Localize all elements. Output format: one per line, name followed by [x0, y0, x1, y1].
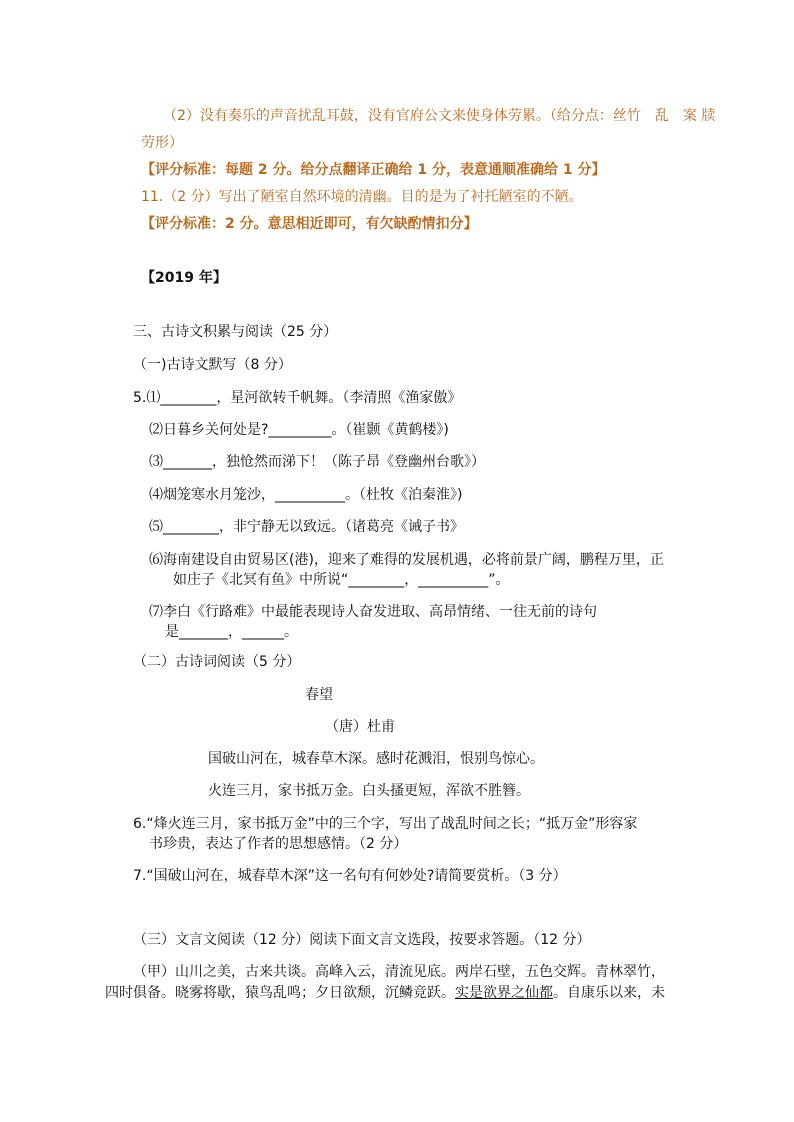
scoring-criteria-1: 【评分标准：每题 2 分。给分点翻译正确给 1 分，表意通顺准确给 1 分】 [141, 162, 606, 178]
passage-line-1: （甲）山川之美，古来共谈。高峰入云，清流见底。两岸石壁，五色交辉。青林翠竹， [133, 964, 665, 980]
poem-line-2: 火连三月，家书抵万金。白头搔更短，浑欲不胜簪。 [208, 783, 530, 799]
year-heading: 【2019 年】 [141, 270, 227, 286]
answer-line-2: 劳形） [141, 135, 183, 151]
underlined-phrase: 实是欲界之仙都 [455, 985, 553, 1001]
question-5-5: ⑸________，非宁静无以致远。（诸葛亮《诫子书》 [149, 519, 464, 535]
question-5-7b: 是_______，______。 [165, 624, 298, 640]
scoring-criteria-2: 【评分标准：2 分。意思相近即可，有欠缺酌情扣分】 [141, 216, 478, 232]
passage-line-2-end: 。自康乐以来，未 [553, 985, 665, 1001]
question-5-3: ⑶_______，独怆然而涕下！（陈子昂《登幽州台歌》） [149, 454, 485, 470]
question-6a: 6.“烽火连三月，家书抵万金”中的三个字，写出了战乱时间之长；“抵万金”形容家 [133, 816, 638, 832]
part3-title: （三）文言文阅读（12 分）阅读下面文言文选段，按要求答题。（12 分） [133, 932, 591, 948]
question-5-7a: ⑺李白《行路难》中最能表现诗人奋发进取、高昂情绪、一往无前的诗句 [149, 604, 597, 620]
question-7: 7.“国破山河在，城春草木深”这一名句有何妙处?请简要赏析。（3 分） [133, 868, 567, 884]
question-5-6b: 如庄子《北冥有鱼》中所说“________，__________”。 [173, 572, 510, 588]
answer-line-1: （2）没有奏乐的声音扰乱耳鼓，没有官府公文来使身体劳累。（给分点：丝竹 乱 案 牍 [163, 108, 716, 124]
poem-line-1: 国破山河在，城春草木深。感时花溅泪，恨别鸟惊心。 [208, 751, 544, 767]
question-5-1: 5.⑴________，星河欲转千帆舞。（李清照《渔家傲》 [133, 390, 462, 406]
passage-line-2-start: 四时俱备。晓雾将歇，猿鸟乱鸣；夕日欲颓，沉鳞竞跃。 [105, 985, 455, 1001]
poem-author: （唐）杜甫 [325, 719, 395, 735]
question-5-4: ⑷烟笼寒水月笼沙，__________。（杜牧《泊秦淮》) [149, 487, 463, 503]
part1-title: （一)古诗文默写（8 分） [133, 357, 292, 373]
question-5-2: ⑵日暮乡关何处是?_________。（崔颢《黄鹤楼》) [149, 422, 449, 438]
part2-title: （二）古诗词阅读（5 分） [133, 654, 301, 670]
passage-line-2 [105, 983, 665, 1003]
answer-item-11: 11.（2 分）写出了陋室自然环境的清幽。目的是为了衬托陋室的不陋。 [141, 189, 583, 205]
section-title: 三、古诗文积累与阅读（25 分） [133, 324, 338, 340]
question-6b: 书珍贵，表达了作者的思想感情。（2 分） [149, 836, 408, 852]
question-5-6a: ⑹海南建设自由贸易区(港)，迎来了难得的发展机遇，必将前景广阔，鹏程万里，正 [149, 552, 664, 568]
poem-title: 春望 [305, 687, 333, 703]
